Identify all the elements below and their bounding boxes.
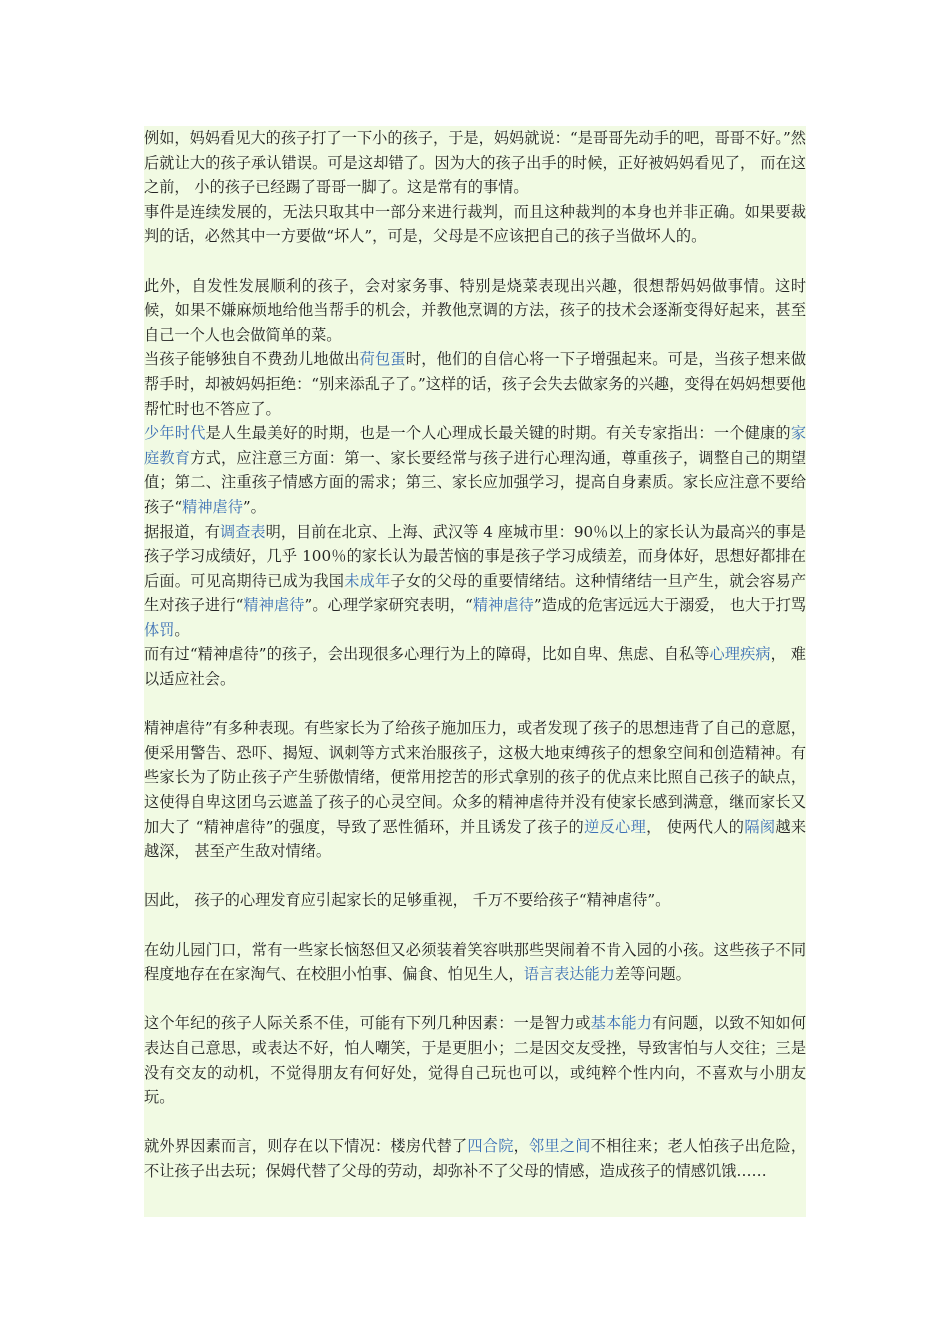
paragraph-text: ， 难以适应社会。 bbox=[144, 645, 806, 689]
inline-link[interactable]: 少年时代 bbox=[144, 424, 206, 443]
paragraph-text: ， bbox=[513, 1137, 530, 1156]
inline-link[interactable]: 邻里之间 bbox=[529, 1137, 591, 1156]
paragraph bbox=[144, 1134, 806, 1183]
paragraph-text: 事件是连续发展的，无法只取其中一部分来进行裁判，而且这种裁判的本身也并非正确。如果要裁判的话，必然其中一方要做“坏人”，可是，父母是不应该把自己的孩子当做坏人的。 bbox=[144, 202, 806, 246]
paragraph-text: 越来越深， 甚至产生敌对情绪。 bbox=[144, 817, 807, 861]
article-body bbox=[144, 126, 806, 1184]
paragraph-gap bbox=[144, 987, 806, 1012]
inline-link[interactable]: 未成年 bbox=[344, 571, 391, 590]
inline-link[interactable]: 基本能力 bbox=[590, 1014, 653, 1033]
paragraph-text: 明，目前在北京、上海、武汉等 4 座城市里：90％以上的家长认为最高兴的事是孩子学习成绩好，几乎 100％的家长认为最苦恼的事是孩子学习成绩差，而身体好，思想好都排在后面。可见高期待已成为我国 bbox=[144, 522, 806, 590]
inline-link[interactable]: 调查表 bbox=[220, 522, 266, 541]
inline-link[interactable]: 逆反心理 bbox=[584, 817, 647, 836]
paragraph-text: 例如，妈妈看见大的孩子打了一下小的孩子，于是，妈妈就说：“是哥哥先动手的吧，哥哥不好。”然后就让大的孩子承认错误。可是这却错了。因为大的孩子出手的时候，正好被妈妈看见了， 而在这之前， 小的孩子已经踢了哥哥一脚了。这是常有的事情。 bbox=[144, 129, 806, 197]
paragraph bbox=[144, 347, 806, 421]
paragraph-text: 。 bbox=[174, 620, 190, 639]
inline-link[interactable]: 隔阂 bbox=[744, 817, 776, 836]
paragraph-text: ”。 bbox=[242, 497, 266, 516]
paragraph bbox=[144, 716, 806, 864]
paragraph-text: 而有过“精神虐待”的孩子，会出现很多心理行为上的障碍，比如自卑、焦虑、自私等 bbox=[144, 645, 710, 664]
paragraph-text: 这个年纪的孩子人际关系不佳，可能有下列几种因素：一是智力或 bbox=[144, 1014, 591, 1033]
paragraph-gap bbox=[144, 1110, 806, 1135]
paragraph-text: 不相往来；老人怕孩子出危险，不让孩子出去玩；保姆代替了父母的劳动，却弥补不了父母的情感，造成孩子的情感饥饿…… bbox=[144, 1137, 807, 1180]
paragraph-text: 子女的父母的重要情绪结。这种情绪结一旦产生，就会容易产生对孩子进行“ bbox=[144, 571, 807, 615]
paragraph-text: 因此， 孩子的心理发育应引起家长的足够重视， 千万不要给孩子“精神虐待”。 bbox=[144, 891, 671, 910]
inline-link[interactable]: 家庭教育 bbox=[144, 424, 807, 467]
paragraph-text: 在幼儿园门口，常有一些家长恼怒但又必须装着笑容哄那些哭闹着不肯入园的小孩。这些孩子不同程度地存在在家淘气、在校胆小怕事、偏食、怕见生人， bbox=[144, 940, 806, 984]
paragraph-text: 是人生最美好的时期，也是一个人心理成长最关键的时期。有关专家指出：一个健康的 bbox=[205, 424, 791, 443]
paragraph-text: ”。心理学家研究表明，“ bbox=[304, 596, 473, 615]
paragraph-gap bbox=[144, 913, 806, 938]
paragraph-text: ”造成的危害远远大于溺爱， 也大于打骂 bbox=[533, 596, 807, 615]
paragraph bbox=[144, 274, 806, 348]
inline-link[interactable]: 心理疾病 bbox=[709, 645, 771, 664]
inline-link[interactable]: 荷包蛋 bbox=[359, 350, 406, 369]
paragraph bbox=[144, 642, 806, 691]
paragraph bbox=[144, 421, 806, 519]
inline-link[interactable]: 精神虐待 bbox=[472, 596, 534, 615]
inline-link[interactable]: 精神虐待 bbox=[182, 497, 243, 516]
inline-link[interactable]: 四合院 bbox=[467, 1137, 514, 1156]
paragraph-text: 差等问题。 bbox=[614, 965, 691, 984]
paragraph-text: 据报道，有 bbox=[144, 522, 221, 541]
paragraph-text: 方式，应注意三方面：第一、家长要经常与孩子进行心理沟通，尊重孩子，调整自己的期望值；第二、注重孩子情感方面的需求；第三、家长应加强学习，提高自身素质。家长应注意不要给孩子“ bbox=[144, 448, 807, 516]
paragraph bbox=[144, 938, 806, 987]
paragraph-gap bbox=[144, 692, 806, 717]
paragraph-text: 就外界因素而言，则存在以下情况：楼房代替了 bbox=[144, 1137, 468, 1156]
inline-link[interactable]: 体罚 bbox=[144, 620, 175, 639]
paragraph bbox=[144, 888, 806, 913]
paragraph-text: 此外，自发性发展顺利的孩子，会对家务事、特别是烧菜表现出兴趣，很想帮妈妈做事情。这时候，如果不嫌麻烦地给他当帮手的机会，并教他烹调的方法，孩子的技术会逐渐变得好起来，甚至自己一个人也会做简单的菜。 bbox=[144, 276, 806, 344]
paragraph-gap bbox=[144, 864, 806, 889]
paragraph bbox=[144, 1011, 806, 1109]
inline-link[interactable]: 精神虐待 bbox=[243, 596, 305, 615]
paragraph-text: 精神虐待”有多种表现。有些家长为了给孩子施加压力，或者发现了孩子的思想违背了自己的意愿，便采用警告、恐吓、揭短、讽刺等方式来治服孩子，这极大地束缚孩子的想象空间和创造精神。有些家长为了防止孩子产生骄傲情绪，便常用挖苦的形式拿别的孩子的优点来比照自己孩子的缺点，这使得自卑这团乌云遮盖了孩子的心灵空间。众多的精神虐待并没有使家长感到满意，继而家长又加大了 “精神虐待”的强度，导致了恶性循环，并且诱发了孩子的 bbox=[144, 719, 806, 836]
paragraph-text: 有问题，以致不知如何表达自己意思，或表达不好，怕人嘲笑，于是更胆小；二是因交友受挫，导致害怕与人交往；三是没有交友的动机，不觉得朋友有何好处，觉得自己玩也可以，或纯粹个性内向，不喜欢与小朋友玩。 bbox=[144, 1014, 807, 1107]
paragraph bbox=[144, 126, 806, 200]
paragraph-text: ， 使两代人的 bbox=[646, 817, 745, 836]
paragraph bbox=[144, 200, 806, 249]
paragraph-gap bbox=[144, 249, 806, 274]
paragraph-text: 时，他们的自信心将一下子增强起来。可是，当孩子想来做帮手时，却被妈妈拒绝：“别来添乱子了。”这样的话，孩子会失去做家务的兴趣，变得在妈妈想要他帮忙时也不答应了。 bbox=[144, 350, 807, 418]
inline-link[interactable]: 语言表达能力 bbox=[523, 965, 615, 984]
paragraph-text: 当孩子能够独自不费劲儿地做出 bbox=[144, 350, 360, 369]
paragraph bbox=[144, 520, 806, 643]
